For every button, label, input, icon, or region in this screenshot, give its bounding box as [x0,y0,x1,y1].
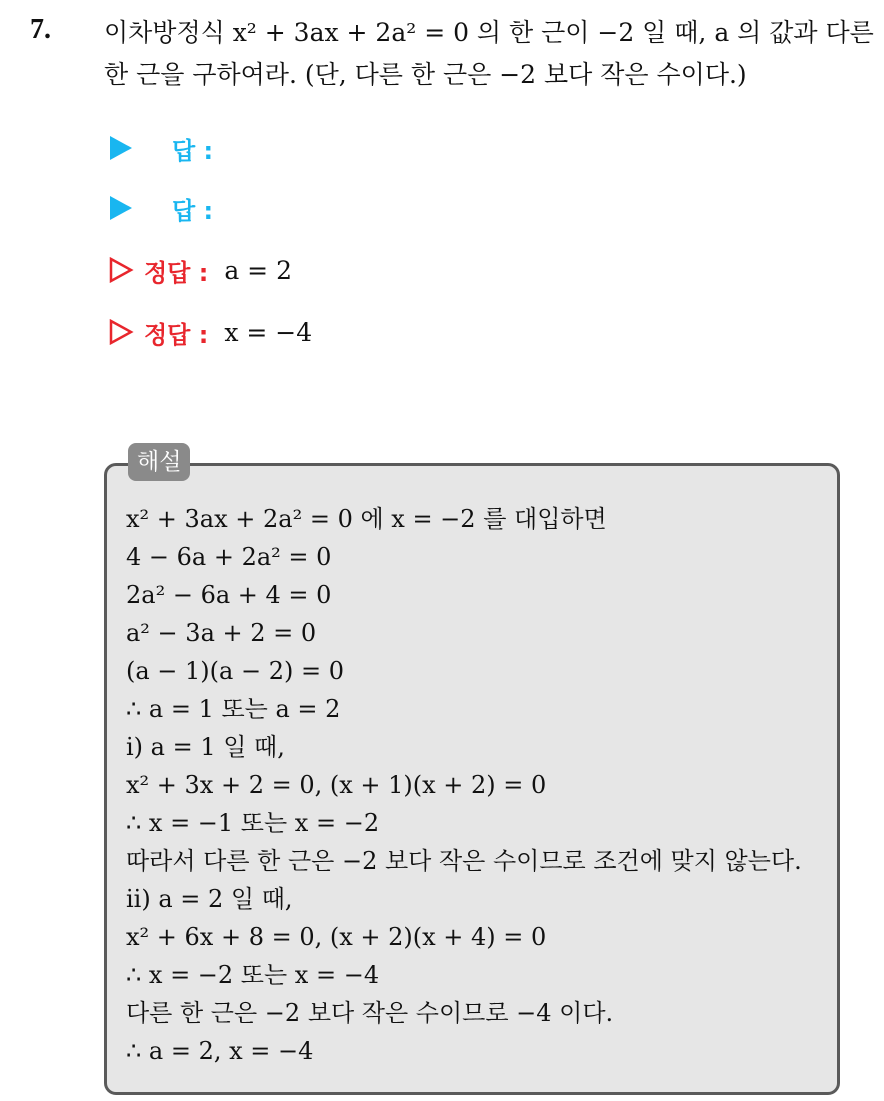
problem-number: 7. [30,14,51,45]
answer-label: 답 : [172,196,214,225]
solution-line: 다른 한 근은 −2 보다 작은 수이므로 −4 이다. [126,999,614,1027]
problem-text: 이차방정식 x² + 3ax + 2a² = 0 의 한 근이 −2 일 때, a 의 값과 다른 한 근을 구하여라. (단, 다른 한 근은 −2 보다 작은 수이다.) [104,18,874,89]
solution-line: ∴ a = 1 또는 a = 2 [126,695,341,723]
correct-answer-value: x = −4 [224,317,313,347]
correct-answer-label: 정답 : [144,258,209,287]
triangle-outline-icon [108,257,134,283]
solution-line: x² + 3x + 2 = 0, (x + 1)(x + 2) = 0 [126,771,547,799]
solution-line: 2a² − 6a + 4 = 0 [126,581,332,609]
answer-blank-1 [108,128,213,168]
solution-line: ∴ x = −1 또는 x = −2 [126,809,380,837]
solution-line: (a − 1)(a − 2) = 0 [126,657,344,685]
correct-answer-value: a = 2 [224,255,292,285]
play-triangle-icon [110,136,132,160]
solution-line: x² + 6x + 8 = 0, (x + 2)(x + 4) = 0 [126,923,547,951]
solution-lines [126,500,836,1070]
correct-answer-label: 정답 : [144,320,209,349]
solution-line: ∴ x = −2 또는 x = −4 [126,961,380,989]
solution-line: ∴ a = 2, x = −4 [126,1037,314,1065]
solution-line: x² + 3ax + 2a² = 0 에 x = −2 를 대입하면 [126,505,607,533]
solution-line: a² − 3a + 2 = 0 [126,619,317,647]
solution-line: 4 − 6a + 2a² = 0 [126,543,332,571]
correct-answer-1 [108,250,292,290]
solution-line: ii) a = 2 일 때, [126,885,293,913]
correct-answer-2 [108,312,312,352]
answer-label: 답 : [172,136,214,165]
triangle-outline-icon [108,319,134,345]
solution-line: 따라서 다른 한 근은 −2 보다 작은 수이므로 조건에 맞지 않는다. [126,847,802,875]
solution-tag: 해설 [128,443,190,481]
answer-blank-2 [108,188,213,228]
play-triangle-icon [110,196,132,220]
solution-line: i) a = 1 일 때, [126,733,285,761]
